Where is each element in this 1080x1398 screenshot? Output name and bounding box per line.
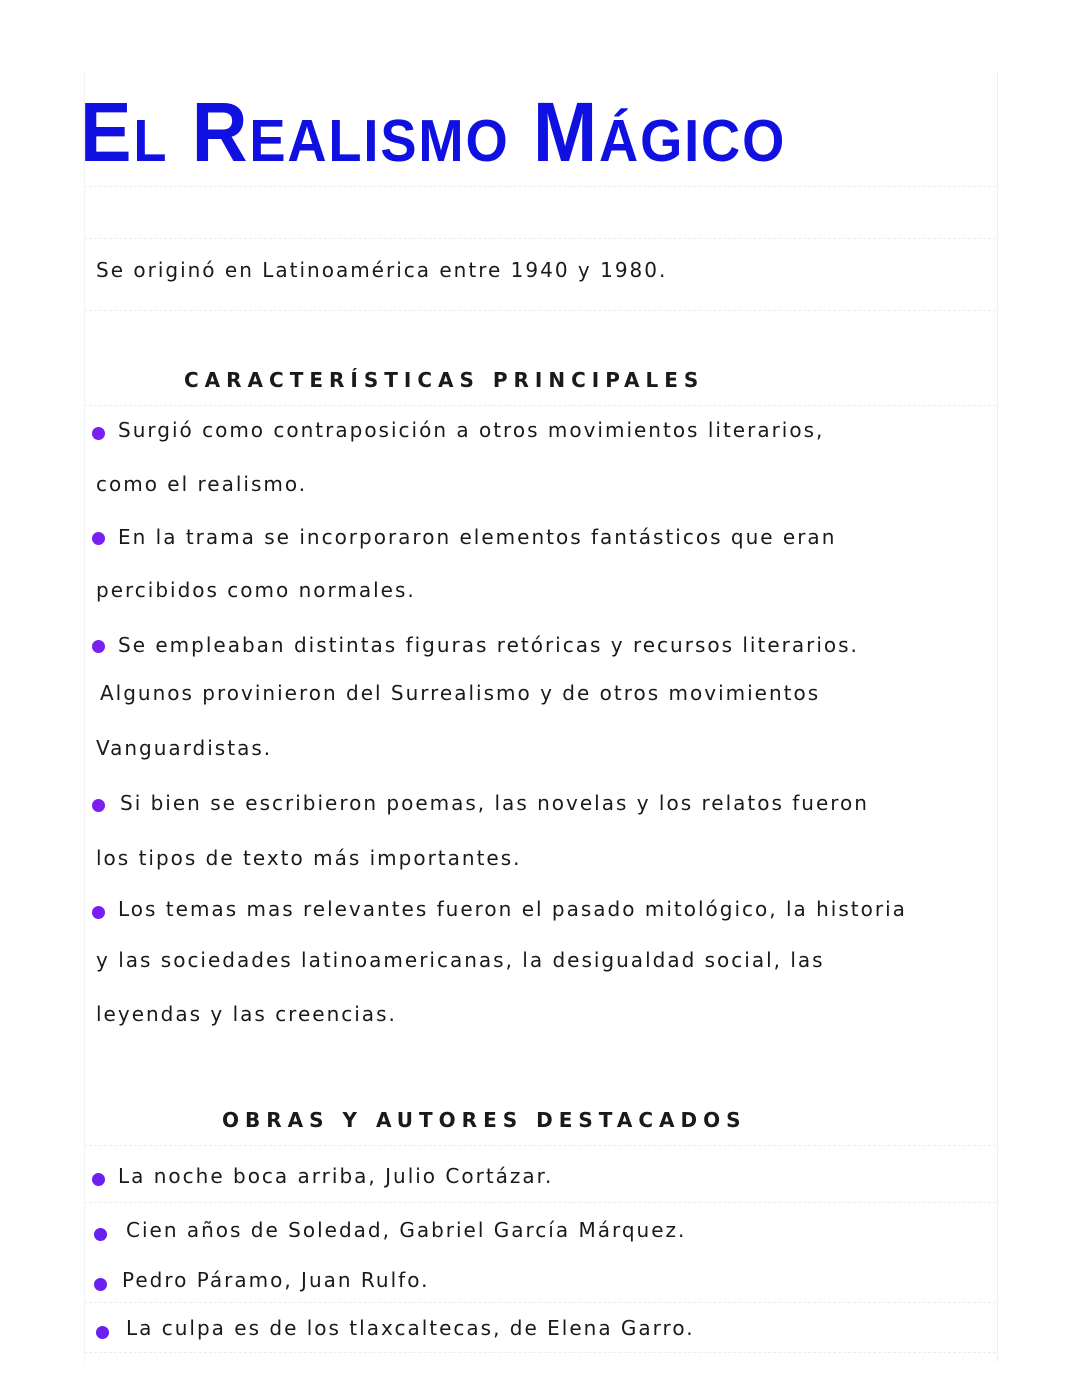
bullet-icon xyxy=(92,1173,105,1186)
section-heading-obras: OBRAS Y AUTORES DESTACADOS xyxy=(222,1108,747,1132)
ruled-line xyxy=(84,1202,996,1203)
text-line: como el realismo. xyxy=(96,472,308,496)
text-line: Se empleaban distintas figuras retóricas y recursos literarios. xyxy=(118,633,859,657)
ruled-line xyxy=(84,1302,996,1303)
bullet-icon xyxy=(94,1278,107,1291)
bullet-icon xyxy=(92,427,105,440)
ruled-line xyxy=(84,186,996,187)
text-line: Algunos provinieron del Surrealismo y de otros movimientos xyxy=(100,681,821,705)
text-line: los tipos de texto más importantes. xyxy=(96,846,522,870)
page-title: El Realismo Mágico xyxy=(80,85,787,179)
text-line: Si bien se escribieron poemas, las novelas y los relatos fueron xyxy=(120,791,869,815)
text-line: Surgió como contraposición a otros movimientos literarios, xyxy=(118,418,825,442)
intro-text: Se originó en Latinoamérica entre 1940 y 1980. xyxy=(96,258,668,282)
bullet-icon xyxy=(96,1326,109,1339)
text-line: percibidos como normales. xyxy=(96,578,416,602)
list-item: Cien años de Soledad, Gabriel García Márquez. xyxy=(126,1218,687,1242)
bullet-icon xyxy=(92,799,105,812)
text-line: En la trama se incorporaron elementos fantásticos que eran xyxy=(118,525,837,549)
bullet-icon xyxy=(92,906,105,919)
text-line: y las sociedades latinoamericanas, la desigualdad social, las xyxy=(96,948,825,972)
list-item: La culpa es de los tlaxcaltecas, de Elena Garro. xyxy=(126,1316,695,1340)
ruled-line xyxy=(84,238,996,239)
ruled-line xyxy=(84,1145,996,1146)
ruled-line xyxy=(84,310,996,311)
list-item: Pedro Páramo, Juan Rulfo. xyxy=(122,1268,430,1292)
bullet-icon xyxy=(92,532,105,545)
list-item: La noche boca arriba, Julio Cortázar. xyxy=(118,1164,554,1188)
section-heading-caracteristicas: CARACTERÍSTICAS PRINCIPALES xyxy=(184,368,705,392)
text-line: Vanguardistas. xyxy=(96,736,273,760)
text-line: Los temas mas relevantes fueron el pasado mitológico, la historia xyxy=(118,897,907,921)
bullet-icon xyxy=(92,640,105,653)
text-line: leyendas y las creencias. xyxy=(96,1002,397,1026)
ruled-line xyxy=(84,1352,996,1353)
bullet-icon xyxy=(94,1228,107,1241)
ruled-line xyxy=(84,405,996,406)
